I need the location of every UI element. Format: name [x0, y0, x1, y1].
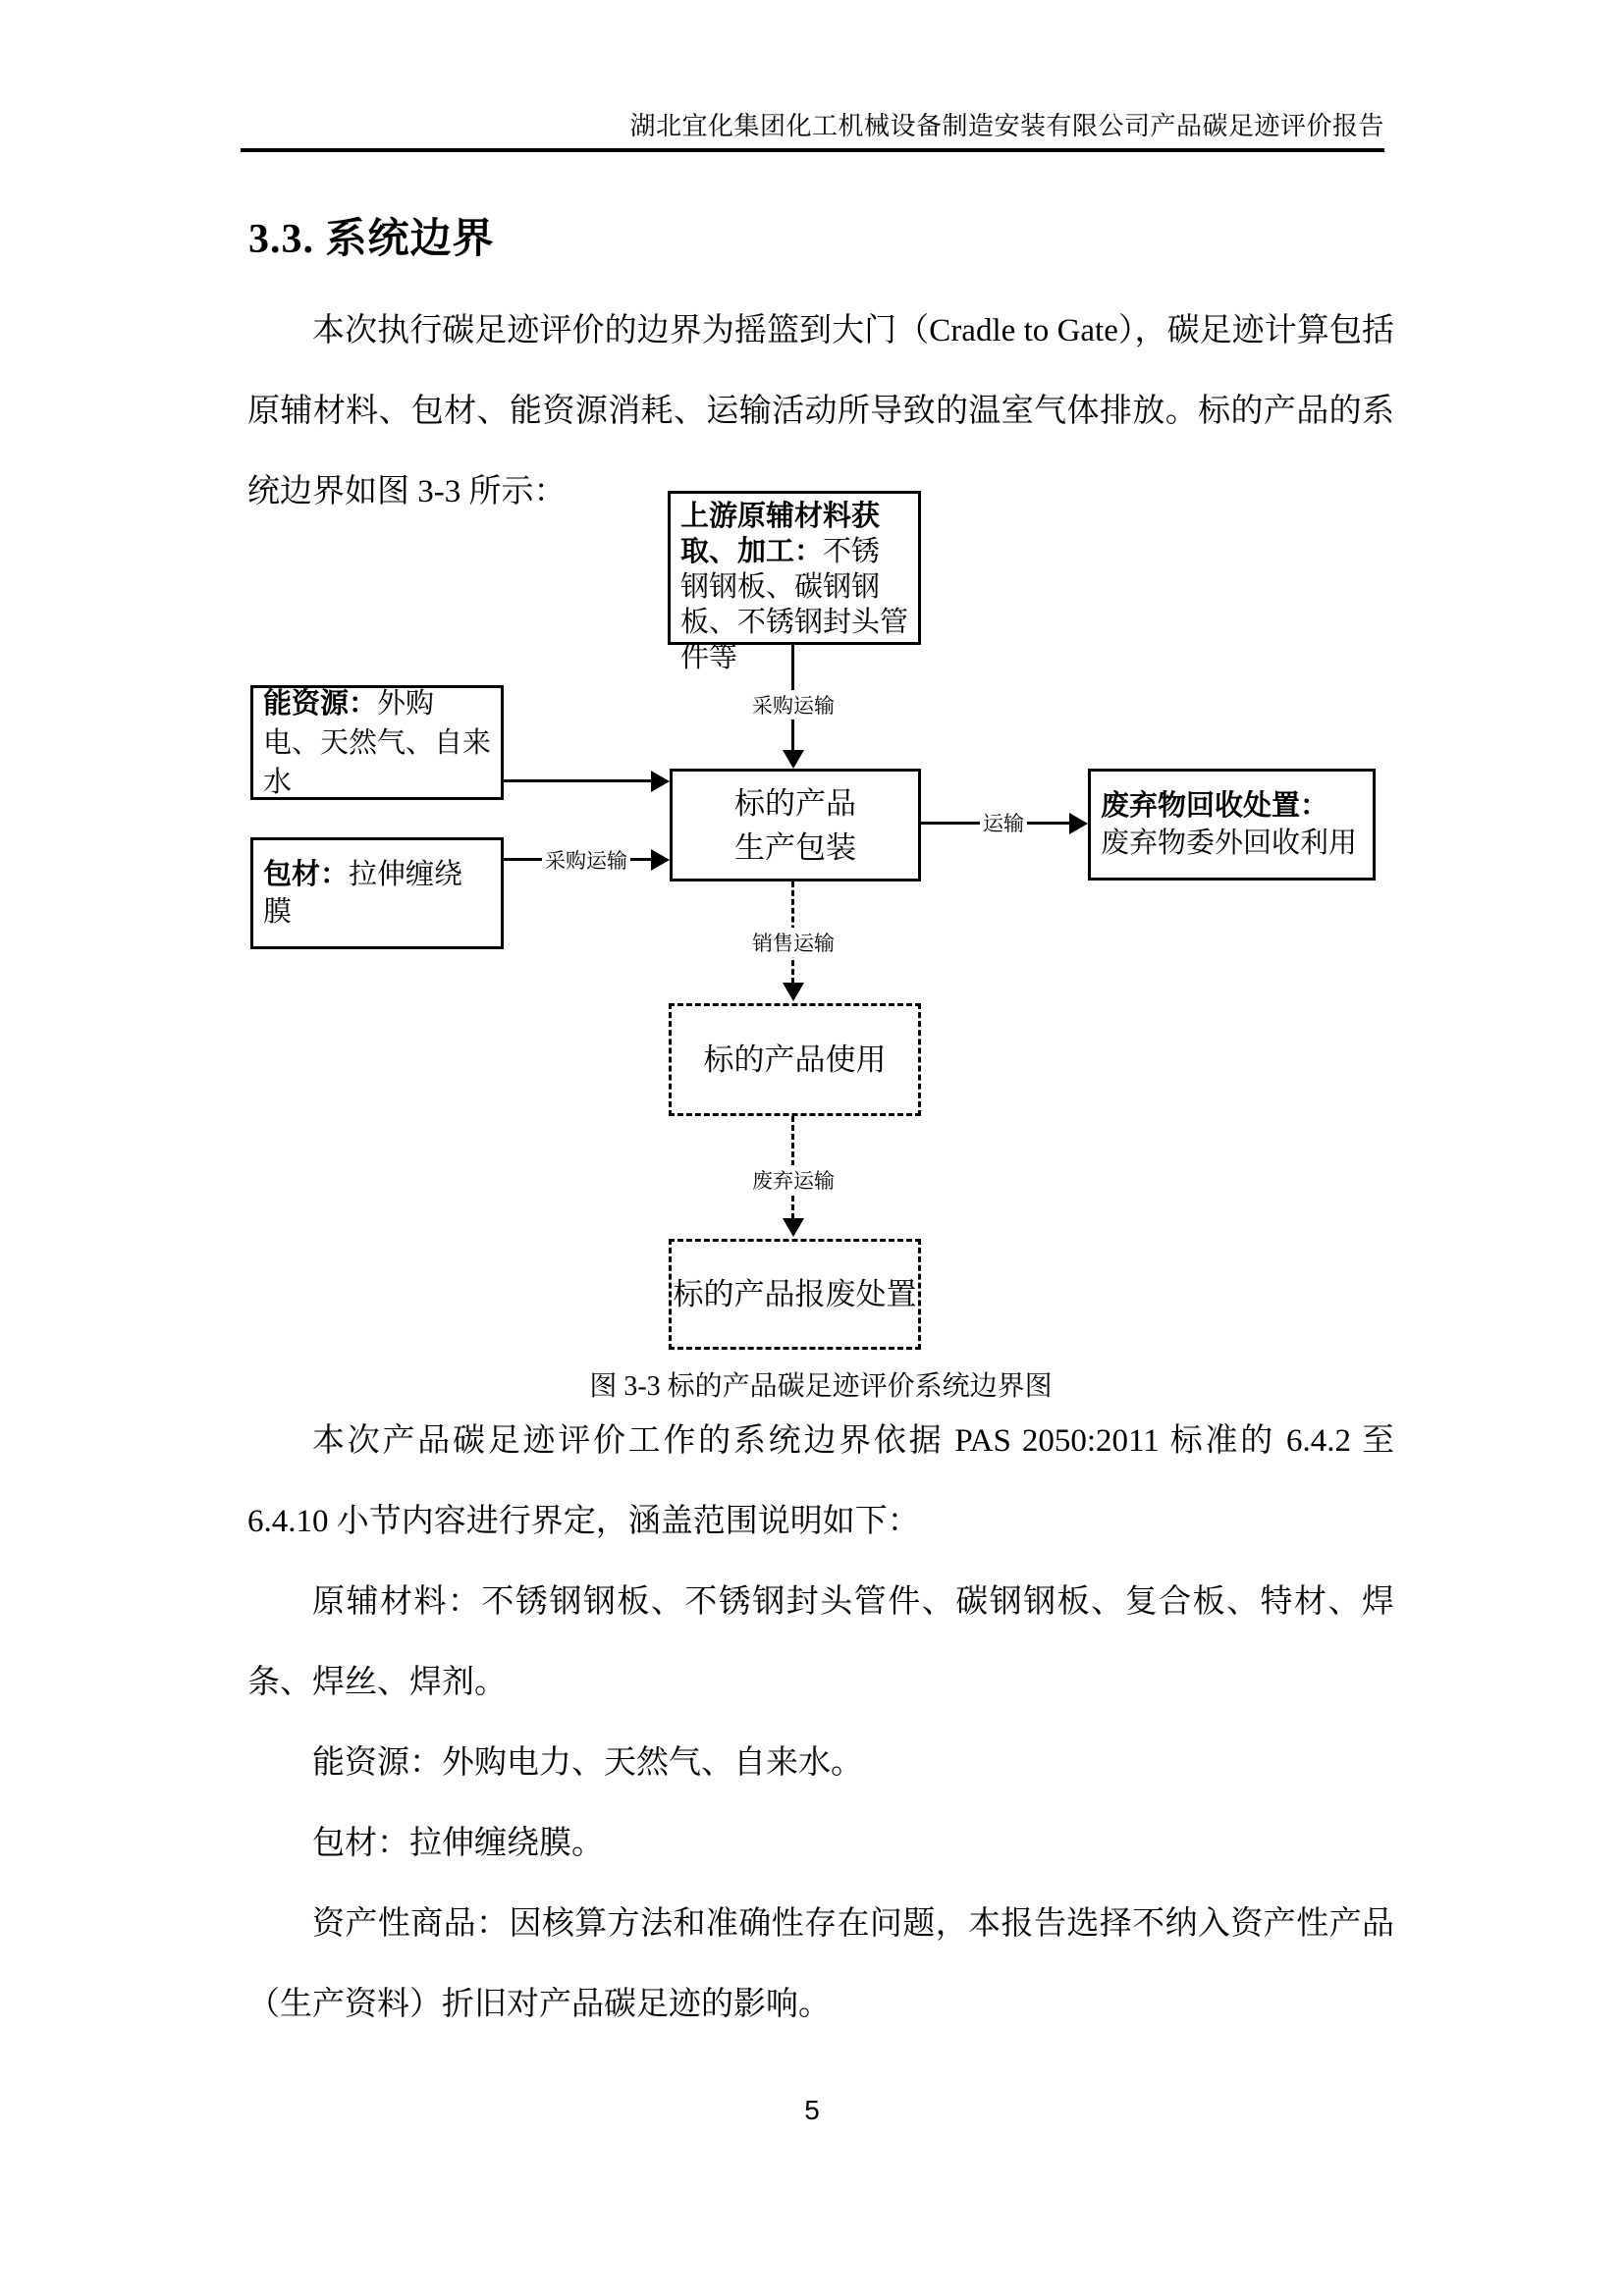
arrow-label-procurement-left: 采购运输: [542, 845, 630, 875]
packaging-box-label-bold: 包材：: [263, 859, 350, 890]
target-product-box: [670, 769, 921, 881]
energy-box-label-rest: 外购电、天然气、自来水: [263, 687, 492, 798]
upstream-box-label-bold: 上游原辅材料获取、加工：: [680, 501, 881, 567]
arrow-label-sales-transport: 销售运输: [749, 928, 838, 957]
energy-resource-box: [250, 685, 504, 800]
product-scrap-box: [669, 1239, 921, 1350]
packaging-box-label-rest: 拉伸缠绕膜: [263, 859, 463, 928]
arrow-label-procurement-top: 采购运输: [749, 690, 838, 720]
arrow-label-disposal-transport: 废弃运输: [749, 1165, 838, 1195]
upstream-materials-box: [668, 491, 921, 673]
body-paragraphs: [247, 1401, 1394, 2045]
waste-box-label-rest: 废弃物委外回收利用: [1101, 828, 1358, 859]
disposal-box-label: 标的产品报废处置: [673, 1276, 917, 1311]
packaging-box-text: [263, 856, 491, 931]
connector-energy-to-product: [504, 779, 652, 782]
page-header: 湖北宜化集团化工机械设备制造安装有限公司产品碳足迹评价报告: [629, 112, 1384, 140]
paragraph-intro: 本次执行碳足迹评价的边界为摇篮到大门（Cradle to Gate），碳足迹计算包括原辅材料、包材、能资源消耗、运输活动所导致的温室气体排放。标的产品的系统边界如图 3-3 所示：: [247, 313, 1394, 509]
product-box-line1: 标的产品: [734, 785, 856, 821]
arrowhead-down-icon: [783, 983, 804, 1001]
arrowhead-down-icon: [783, 750, 804, 769]
use-box-label: 标的产品使用: [703, 1041, 887, 1077]
page-number: 5: [804, 2095, 820, 2125]
paragraph-energy: 能资源：外购电力、天然气、自来水。: [312, 1745, 863, 1781]
arrowhead-right-icon: [651, 849, 670, 871]
paragraph-scope-basis: 本次产品碳足迹评价工作的系统边界依据 PAS 2050:2011 标准的 6.4.2 至 6.4.10 小节内容进行界定，涵盖范围说明如下：: [247, 1423, 1394, 1539]
energy-box-label-bold: 能资源：: [263, 687, 378, 720]
paragraph-raw-materials: 原辅材料：不锈钢钢板、不锈钢封头管件、碳钢钢板、复合板、特材、焊条、焊丝、焊剂。: [247, 1584, 1394, 1700]
waste-recycling-box: [1088, 769, 1376, 881]
section-title: 3.3. 系统边界: [248, 217, 495, 262]
paragraph-capital-goods: 资产性商品：因核算方法和准确性存在问题，本报告选择不纳入资产性产品（生产资料）折旧对产品碳足迹的影响。: [247, 1906, 1394, 2022]
product-box-line2: 生产包装: [734, 829, 856, 865]
waste-box-label-bold: 废弃物回收处置：: [1101, 790, 1329, 822]
arrow-label-transport: 运输: [980, 808, 1027, 837]
product-use-box: [669, 1003, 921, 1116]
arrowhead-down-icon: [783, 1218, 804, 1237]
figure-caption: 图 3-3 标的产品碳足迹评价系统边界图: [589, 1371, 1053, 1402]
paragraph-packaging: 包材：拉伸缠绕膜。: [312, 1826, 604, 1861]
arrowhead-right-icon: [1069, 813, 1088, 834]
packaging-material-box: [250, 837, 504, 949]
upstream-box-label-rest: 不锈钢钢板、碳钢钢板、不锈钢封头管件等: [680, 536, 909, 673]
arrowhead-right-icon: [651, 771, 670, 792]
energy-box-text: [263, 684, 491, 802]
